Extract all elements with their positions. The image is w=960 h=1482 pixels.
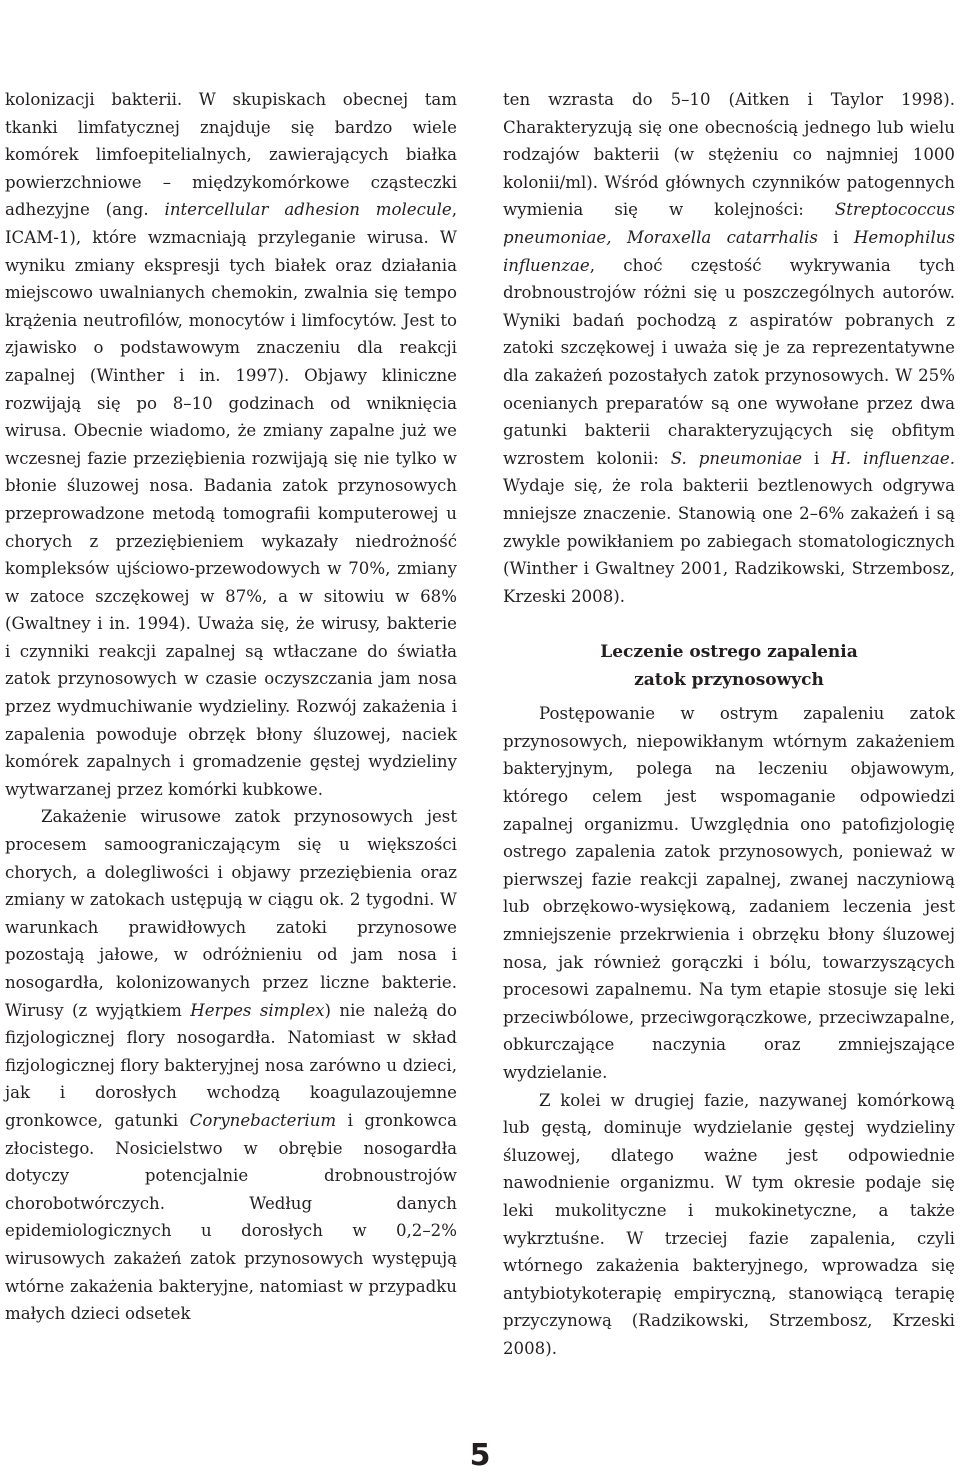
text-run: kolonizacji bakterii. W skupiskach obecnej tam tkanki limfatycznej znajduje się bardzo wiele komórek limfoepitelialnych, zawierających białka powierzchniowe – międzykomórkowe cząsteczki adhezyjne (ang. <box>5 90 457 220</box>
text-run: ) nie należą do fizjologicznej flory nosogardła. Natomiast w skład fizjologicznej flory bakteryjnej nosa zarówno u dzieci, jak i dorosłych wchodzą koagulazoujemne gronkowce, gatunki <box>5 1000 457 1130</box>
italic-term: Herpes simplex <box>190 1000 325 1020</box>
paragraph-right-3: Z kolei w drugiej fazie, nazywanej komórkową lub gęstą, dominuje wydzielanie gęstej wydzieliny śluzowej, dlatego ważne jest odpowiednie nawodnienie organizmu. W tym okresie podaje się leki mukolityczne i mukokinetyczne, a także wykrztuśne. W trzeciej fazie zapalenia, czyli wtórnego zakażenia bakteryjnego, wprowadza się antybiotykoterapię empiryczną, stanowiącą terapię przyczynową (Radzikowski, Strzembosz, Krzeski 2008). <box>503 1090 955 1358</box>
italic-term: S. pneumoniae <box>670 448 803 468</box>
text-run: , choć częstość wykrywania tych drobnoustrojów różni się u poszczególnych autorów. Wyniki badań pochodzą z aspiratów pobranych z zatoki szczękowej i uważa się je za reprezentatywne dla zakażeń pozostałych zatok przynosowych. W 25% ocenianych preparatów są one wywołane przez dwa gatunki bakterii charakteryzujących się obfitym wzrostem kolonii: <box>503 255 955 468</box>
text-run: ten wzrasta do 5–10 (Aitken i Taylor 1998). Charakteryzują się one obecnością jednego lub wielu rodzajów bakterii (w stężeniu co najmniej 1000 kolonii/ml). Wśród głównych czynników patogennych wymienia się w kolejności: <box>503 90 955 220</box>
text-run: Zakażenie wirusowe zatok przynosowych jest procesem samoograniczającym się u większości chorych, a dolegliwości i objawy przeziębienia oraz zmiany w zatokach ustępują w ciągu ok. 2 tygodni. W warunkach prawidłowych zatoki przynosowe pozostają jałowe, w odróżnieniu od jam nosa i nosogardła, kolonizowanych przez liczne bakterie. Wirusy (z wyjątkiem <box>5 807 457 1020</box>
section-heading <box>503 638 955 694</box>
section-heading-line-1: Leczenie ostrego zapalenia <box>600 642 858 663</box>
section-heading-line-2: zatok przynosowych <box>634 670 824 691</box>
italic-term: H. influenzae. <box>831 448 955 468</box>
paragraph-left-2 <box>5 803 457 1327</box>
text-run: i <box>817 227 854 247</box>
paragraph-right-1 <box>503 86 955 610</box>
left-column <box>5 86 457 1328</box>
italic-term: Streptococcus pneumoniae, Moraxella catarrhalis <box>503 200 955 247</box>
italic-term: Corynebacterium <box>189 1110 337 1130</box>
text-run: i gronkowca złocistego. Nosicielstwo w obrębie nosogardła dotyczy potencjalnie drobnoustrojów chorobotwórczych. Według danych epidemiologicznych u dorosłych w 0,2–2% wirusowych zakażeń zatok przynosowych występują wtórne zakażenia bakteryjne, natomiast w przypadku małych dzieci odsetek <box>5 1110 457 1324</box>
right-column <box>503 86 955 1363</box>
italic-term: intercellular adhesion molecule <box>164 200 452 220</box>
text-run: , ICAM-1), które wzmacniają przyleganie wirusa. W wyniku zmiany ekspresji tych białek oraz działania miejscowo uwalnianych chemokin, zwalnia się tempo krążenia neutrofilów, monocytów i limfocytów. Jest to zjawisko o podstawowym znaczeniu dla reakcji zapalnej (Winther i in. 1997). Objawy kliniczne rozwijają się po 8–10 godzinach od wniknięcia wirusa. Obecnie wiadomo, że zmiany zapalne już we wczesnej fazie przeziębienia rozwijają się nie tylko w błonie śluzowej nosa. Badania zatok przynosowych przeprowadzone metodą tomografii komputerowej u chorych z przeziębieniem wykazały niedrożność kompleksów ujściowo-przewodowych w 70%, zmiany w zatoce szczękowej w 87%, a w sitowiu w 68% (Gwaltney i in. 1994). Uważa się, że wirusy, bakterie i czynniki reakcji zapalnej są wtłaczane do światła zatok przynosowych w czasie oczyszczania jam nosa przez wydmuchiwanie wydzieliny. Rozwój zakażenia i zapalenia powoduje obrzęk błony śluzowej, naciek komórek zapalnych i gromadzenie gęstej wydzieliny wytwarzanej przez komórki kubkowe. <box>5 200 458 799</box>
paragraph-left-1 <box>5 86 457 803</box>
text-run: Wydaje się, że rola bakterii beztlenowych odgrywa mniejsze znaczenie. Stanowią one 2–6% zakażeń i są zwykle powikłaniem po zabiegach stomatologicznych (Winther i Gwaltney 2001, Radzikowski, Strzembosz, Krzeski 2008). <box>503 476 955 606</box>
text-run: i <box>802 448 832 468</box>
italic-term: Hemophilus influenzae <box>503 227 955 275</box>
page-number: 5 <box>469 1438 491 1473</box>
paragraph-right-2: Postępowanie w ostrym zapaleniu zatok przynosowych, niepowikłanym wtórnym zakażeniem bakteryjnym, polega na leczeniu objawowym, którego celem jest wspomaganie odpowiedzi zapalnej organizmu. Uwzględnia ono patofizjologię ostrego zapalenia zatok przynosowych, ponieważ w pierwszej fazie reakcji zapalnej, zwanej naczyniową lub obrzękowo-wysiękową, zadaniem leczenia jest zmniejszenie przekrwienia i obrzęku błony śluzowej nosa, jak również gorączki i bólu, towarzyszących procesowi zapalnemu. Na tym etapie stosuje się leki przeciwbólowe, przeciwgorączkowe, przeciwzapalne, obkurczające naczynia oraz zmniejszające wydzielanie. <box>503 704 955 1082</box>
